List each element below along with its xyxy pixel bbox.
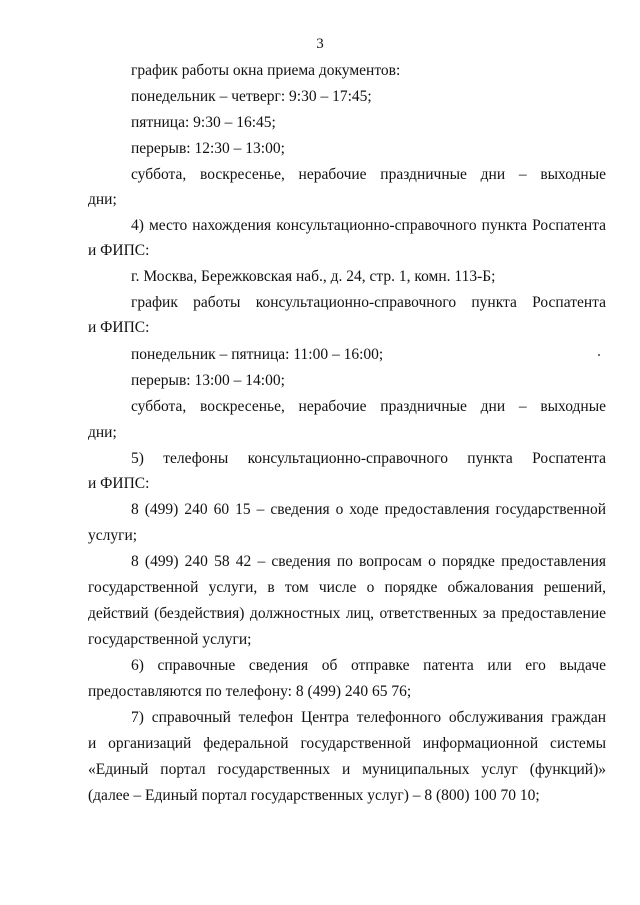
page-number: 3 — [316, 36, 324, 52]
text-line: дни; — [88, 424, 117, 441]
text-line: перерыв: 12:30 – 13:00; — [131, 140, 285, 157]
text-line: 7) справочный телефон Центра телефонного обслуживания граждан — [131, 709, 606, 726]
text-line: 6) справочные сведения об отправке патента или его выдаче — [131, 657, 606, 674]
text-line: понедельник – пятница: 11:00 – 16:00; — [131, 346, 384, 363]
scan-speck — [598, 354, 600, 356]
text-line: график работы консультационно-справочного пункта Роспатента — [131, 294, 606, 311]
text-line: суббота, воскресенье, нерабочие праздничные дни – выходные — [131, 166, 606, 183]
text-line: предоставляются по телефону: 8 (499) 240 65 76; — [88, 683, 412, 700]
text-line: и ФИПС: — [88, 475, 150, 492]
text-line: перерыв: 13:00 – 14:00; — [131, 372, 285, 389]
text-line: график работы окна приема документов: — [131, 62, 401, 79]
text-line: 4) место нахождения консультационно-справочного пункта Роспатента — [131, 217, 606, 234]
text-line: и организаций федеральной государственной информационной системы — [88, 735, 606, 752]
text-line: (далее – Единый портал государственных услуг) – 8 (800) 100 70 10; — [88, 787, 540, 804]
text-line: г. Москва, Бережковская наб., д. 24, стр. 1, комн. 113-Б; — [131, 268, 496, 285]
text-line: дни; — [88, 191, 117, 208]
text-line: пятница: 9:30 – 16:45; — [131, 114, 276, 131]
text-line: понедельник – четверг: 9:30 – 17:45; — [131, 88, 372, 105]
text-line: 8 (499) 240 58 42 – сведения по вопросам о порядке предоставления — [131, 553, 606, 570]
text-line: действий (бездействия) должностных лиц, ответственных за предоставление — [88, 605, 606, 622]
text-line: и ФИПС: — [88, 319, 150, 336]
text-line: суббота, воскресенье, нерабочие праздничные дни – выходные — [131, 398, 606, 415]
text-line: 5) телефоны консультационно-справочного пункта Роспатента — [131, 450, 606, 467]
text-line: государственной услуги, в том числе о порядке обжалования решений, — [88, 579, 606, 596]
text-line: и ФИПС: — [88, 242, 150, 259]
text-line: государственной услуги; — [88, 631, 252, 648]
text-line: «Единый портал государственных и муниципальных услуг (функций)» — [88, 761, 606, 778]
text-line: 8 (499) 240 60 15 – сведения о ходе предоставления государственной — [131, 501, 606, 518]
text-line: услуги; — [88, 527, 138, 544]
